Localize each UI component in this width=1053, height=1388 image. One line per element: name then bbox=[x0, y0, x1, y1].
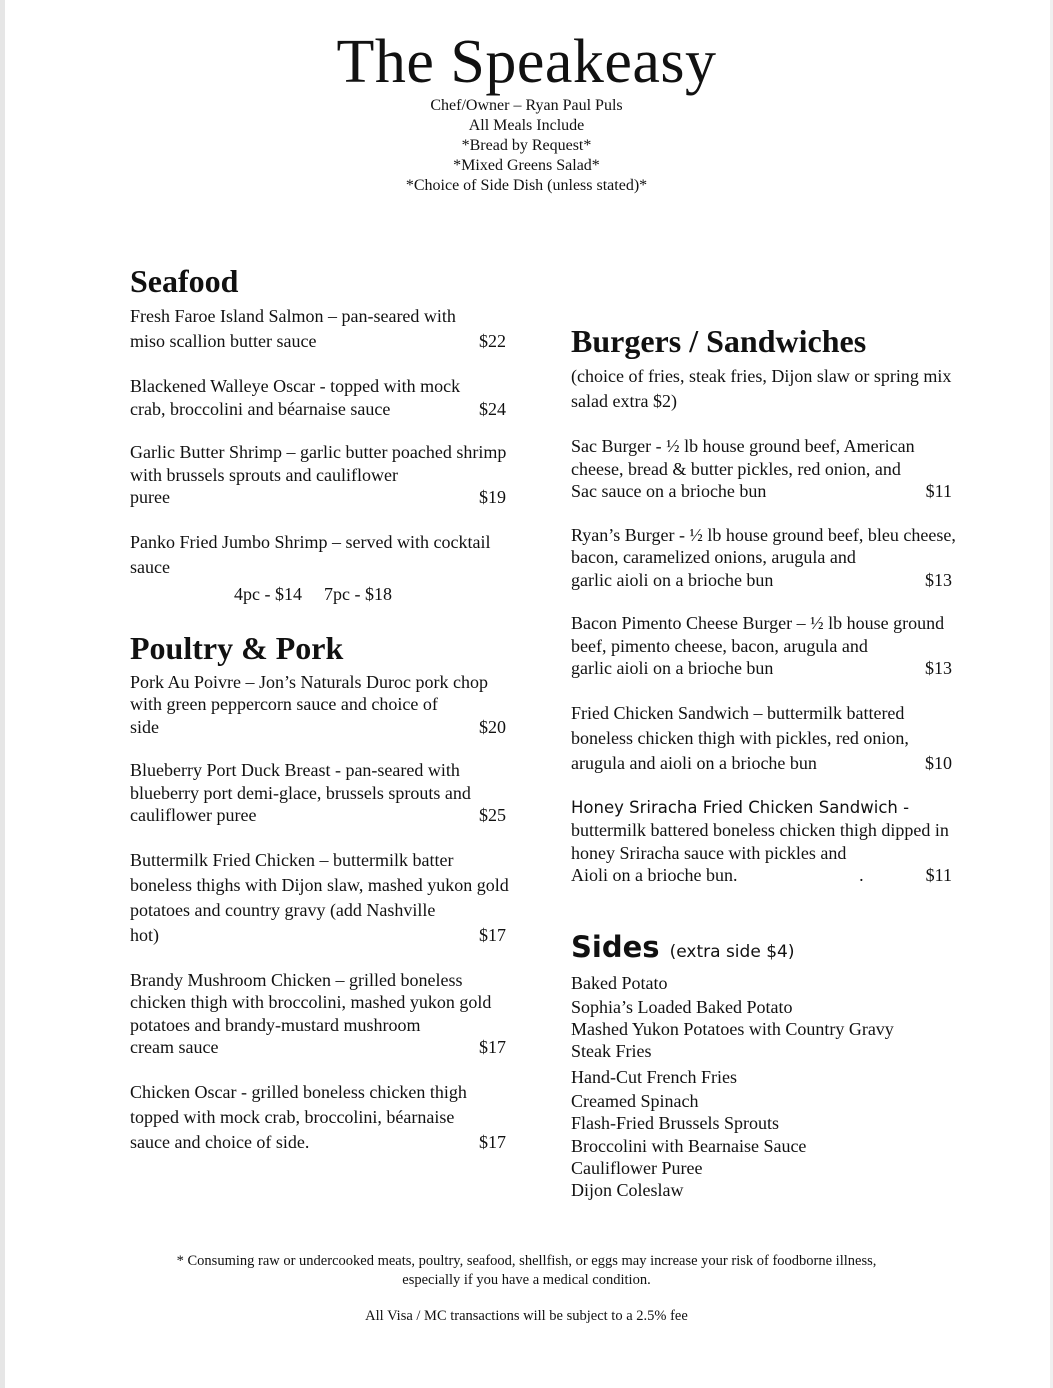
item-description: Garlic Butter Shrimp – garlic butter poached shrimp with brussels sprouts and cauliflower bbox=[130, 442, 507, 485]
sides-title-text: Sides bbox=[571, 929, 660, 964]
menu-item-buttermilk-chicken bbox=[130, 848, 510, 948]
item-description: Ryan’s Burger - ½ lb house ground beef, bleu cheese, bacon, caramelized onions, arugula and bbox=[571, 524, 956, 567]
menu-header bbox=[0, 28, 1053, 196]
list-item: Baked Potato bbox=[571, 972, 668, 993]
list-item: Steak Fries bbox=[571, 1041, 652, 1062]
item-price: $17 bbox=[479, 1037, 506, 1057]
chef-owner-line: Chef/Owner – Ryan Paul Puls bbox=[430, 97, 623, 114]
price-option-7pc: 7pc - $18 bbox=[323, 583, 392, 604]
page-edge-left bbox=[0, 0, 5, 1388]
item-price: $13 bbox=[925, 658, 952, 678]
item-description-end: sauce and choice of side. bbox=[130, 1131, 310, 1152]
restaurant-title: The Speakeasy bbox=[336, 28, 717, 96]
menu-item-sac-burger bbox=[571, 435, 956, 503]
menu-item-brandy-mushroom-chicken bbox=[130, 969, 510, 1059]
section-title-sides bbox=[571, 929, 956, 970]
bread-line: *Bread by Request* bbox=[461, 137, 592, 154]
menu-item-garlic-shrimp bbox=[130, 441, 510, 509]
item-price: $17 bbox=[479, 1131, 506, 1152]
item-description: Chicken Oscar - grilled boneless chicken thigh topped with mock crab, broccolini, béarnaise bbox=[130, 1081, 467, 1127]
section-title-poultry-pork: Poultry & Pork bbox=[130, 629, 344, 666]
menu-item-salmon bbox=[130, 304, 510, 354]
list-item: Hand-Cut French Fries bbox=[571, 1066, 737, 1087]
right-column bbox=[571, 322, 956, 1201]
item-description-end: Sac sauce on a brioche bun bbox=[571, 481, 767, 501]
item-price-options bbox=[130, 582, 510, 607]
item-description-end: cauliflower puree bbox=[130, 805, 257, 825]
item-description-end: puree bbox=[130, 487, 170, 507]
menu-item-duck-breast bbox=[130, 759, 510, 827]
item-description: Blueberry Port Duck Breast - pan-seared with blueberry port demi-glace, brussels sprouts and bbox=[130, 760, 471, 803]
item-description: Pork Au Poivre – Jon’s Naturals Duroc pork chop with green peppercorn sauce and choice of bbox=[130, 671, 488, 714]
item-price: $22 bbox=[479, 331, 506, 351]
menu-item-ryans-burger bbox=[571, 524, 956, 592]
item-description: buttermilk battered boneless chicken thigh dipped in honey Sriracha sauce with pickles and bbox=[571, 820, 949, 863]
left-column bbox=[130, 262, 510, 1176]
disclaimer-line-2: especially if you have a medical condition. bbox=[402, 1272, 651, 1288]
price-option-4pc: 4pc - $14 bbox=[234, 583, 302, 604]
salad-line: *Mixed Greens Salad* bbox=[453, 157, 600, 174]
item-description: Bacon Pimento Cheese Burger – ½ lb house ground beef, pimento cheese, bacon, arugula and bbox=[571, 613, 945, 656]
side-dish-line: *Choice of Side Dish (unless stated)* bbox=[405, 177, 648, 194]
item-price: $17 bbox=[479, 924, 506, 945]
item-description-end: garlic aioli on a brioche bun bbox=[571, 569, 774, 590]
item-description-end: garlic aioli on a brioche bun bbox=[571, 658, 774, 678]
item-price: $24 bbox=[479, 398, 506, 419]
item-price: $10 bbox=[925, 752, 952, 773]
disclaimer-line-1: * Consuming raw or undercooked meats, poultry, seafood, shellfish, or eggs may increase your risk of foodborne illness, bbox=[176, 1253, 877, 1269]
item-name: Honey Sriracha Fried Chicken Sandwich - bbox=[571, 797, 910, 817]
item-price: $20 bbox=[479, 716, 506, 737]
section-title-seafood: Seafood bbox=[130, 263, 239, 299]
item-description: Fried Chicken Sandwich – buttermilk battered boneless chicken thigh with pickles, red onion, bbox=[571, 702, 909, 748]
section-title-burgers: Burgers / Sandwiches bbox=[571, 323, 867, 359]
item-description: Buttermilk Fried Chicken – buttermilk batter boneless thighs with Dijon slaw, mashed yukon gold potatoes and country gravy (add Nashville bbox=[130, 849, 509, 920]
burgers-side-note: (choice of fries, steak fries, Dijon slaw or spring mix salad extra $2) bbox=[571, 366, 952, 411]
menu-item-fried-chicken-sandwich bbox=[571, 701, 956, 776]
menu-item-panko-shrimp bbox=[130, 530, 510, 607]
menu-item-honey-sriracha-sandwich bbox=[571, 797, 956, 887]
item-description-end: hot) bbox=[130, 924, 159, 945]
item-description: Panko Fried Jumbo Shrimp – served with cocktail sauce bbox=[130, 531, 491, 577]
list-item: Flash-Fried Brussels Sprouts bbox=[571, 1113, 780, 1134]
list-item: Dijon Coleslaw bbox=[571, 1180, 684, 1201]
menu-item-pork-au-poivre bbox=[130, 671, 510, 739]
item-description-end: miso scallion butter sauce bbox=[130, 331, 317, 351]
item-description-end: crab, broccolini and béarnaise sauce bbox=[130, 398, 391, 419]
menu-item-chicken-oscar bbox=[130, 1080, 510, 1155]
card-fee-note: All Visa / MC transactions will be subject to a 2.5% fee bbox=[365, 1308, 688, 1324]
sides-list bbox=[571, 972, 956, 1202]
list-item: Broccolini with Bearnaise Sauce bbox=[571, 1135, 807, 1156]
item-description-end: Aioli on a brioche bun. bbox=[571, 865, 738, 885]
item-price: $13 bbox=[925, 569, 952, 590]
item-price: $11 bbox=[925, 481, 952, 501]
list-item: Creamed Spinach bbox=[571, 1090, 699, 1111]
item-price: $25 bbox=[479, 805, 506, 825]
sides-subtitle: (extra side $4) bbox=[669, 941, 795, 962]
item-description-end: cream sauce bbox=[130, 1037, 219, 1057]
menu-item-walleye bbox=[130, 375, 510, 420]
item-price: $19 bbox=[479, 487, 506, 507]
list-item: Mashed Yukon Potatoes with Country Gravy bbox=[571, 1019, 894, 1040]
item-description: Sac Burger - ½ lb house ground beef, American cheese, bread & butter pickles, red onion, and bbox=[571, 436, 915, 479]
menu-item-bacon-pimento-burger bbox=[571, 612, 956, 680]
item-stray-dot: . bbox=[859, 865, 864, 885]
foodborne-illness-disclaimer bbox=[0, 1252, 1053, 1290]
item-description-end: arugula and aioli on a brioche bun bbox=[571, 752, 817, 773]
list-item: Sophia’s Loaded Baked Potato bbox=[571, 996, 793, 1017]
item-description: Brandy Mushroom Chicken – grilled boneless chicken thigh with broccolini, mashed yukon gold potatoes and brandy-mustard mushroom bbox=[130, 969, 492, 1035]
meals-include-line: All Meals Include bbox=[468, 117, 585, 134]
item-description-end: side bbox=[130, 716, 159, 737]
item-description: Blackened Walleye Oscar - topped with mock bbox=[130, 376, 461, 396]
item-price: $11 bbox=[925, 865, 952, 885]
list-item: Cauliflower Puree bbox=[571, 1157, 703, 1178]
item-description: Fresh Faroe Island Salmon – pan-seared with bbox=[130, 306, 456, 326]
